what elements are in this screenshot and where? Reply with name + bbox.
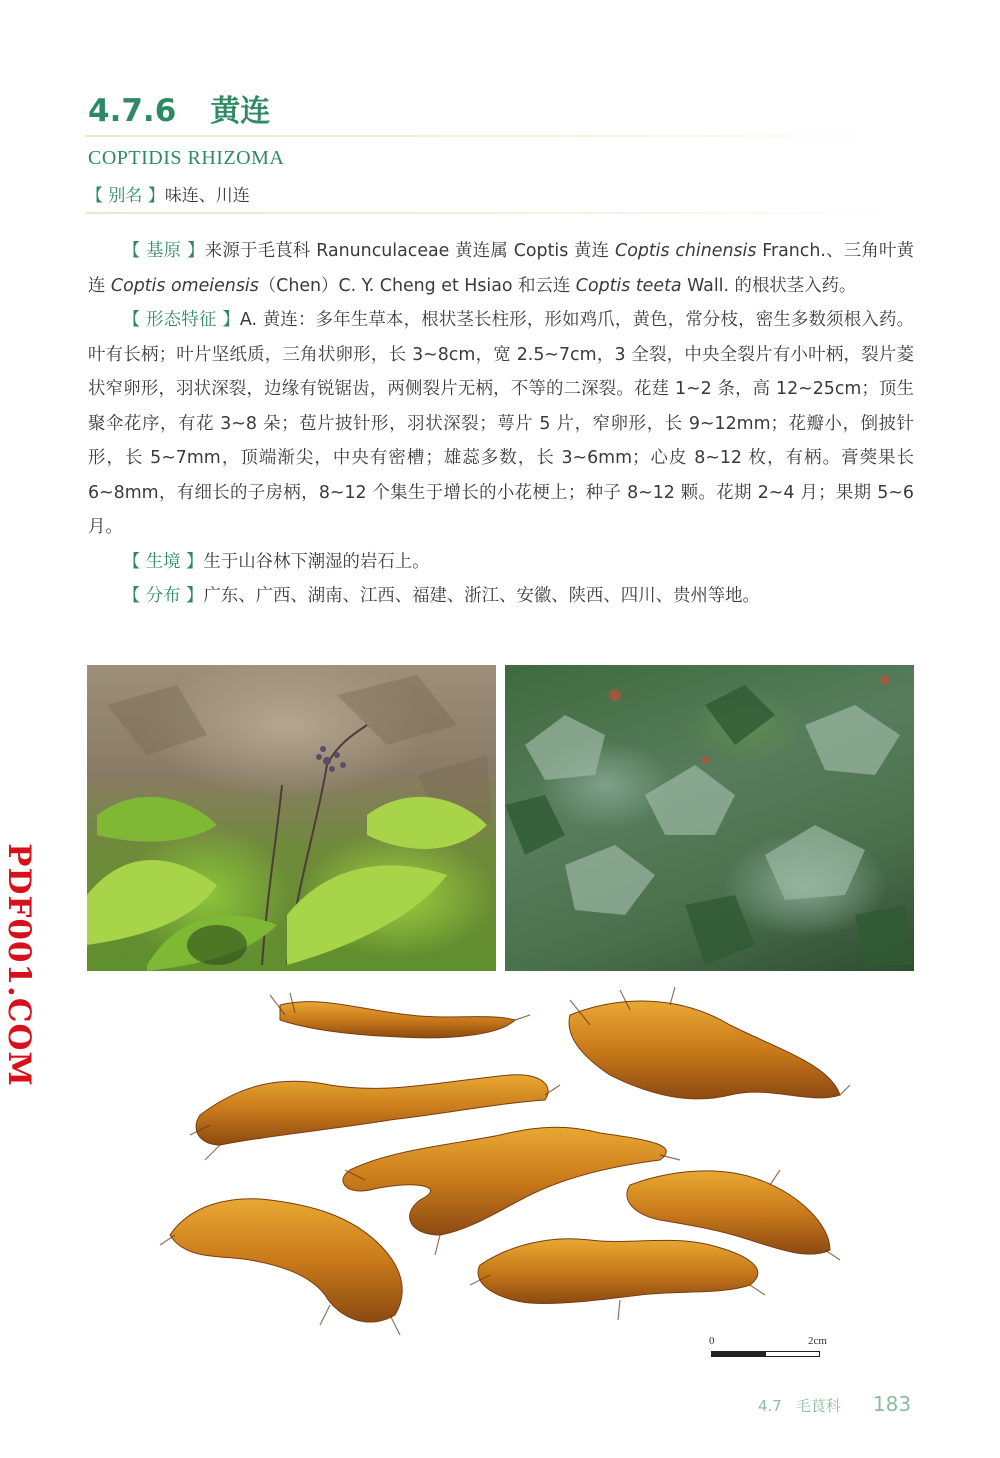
habitat-label: 【 生境 】 — [122, 551, 204, 572]
scale-bar-fill — [711, 1351, 766, 1357]
rhizome-6 — [478, 1239, 758, 1304]
section-number: 4.7.6 — [88, 93, 177, 129]
dried-rhizome-specimens — [150, 985, 850, 1365]
paragraph-habitat — [88, 545, 914, 580]
rhizome-1 — [280, 1002, 515, 1038]
section-title: 黄连 — [210, 94, 271, 129]
distribution-label: 【 分布 】 — [122, 586, 204, 606]
heading-divider — [86, 135, 914, 137]
morphology-label: 【 形态特征 】 — [122, 310, 240, 330]
scale-end-label: 2cm — [808, 1335, 827, 1347]
photo-plant-flowering — [87, 665, 496, 971]
origin-text-2: Franch.、三角叶黄连 — [88, 241, 914, 296]
watermark — [1, 843, 38, 1087]
footer-chapter-number: 4.7 — [758, 1397, 782, 1415]
alias-text: 味连、川连 — [164, 186, 250, 206]
footer-chapter-name: 毛茛科 — [795, 1397, 841, 1415]
photo-plant-leaves — [505, 665, 914, 971]
rhizome-3 — [196, 1075, 548, 1145]
paragraph-distribution — [88, 579, 914, 614]
watermark-text: PDF001.COM — [1, 843, 38, 1087]
rhizome-2 — [569, 1001, 840, 1099]
origin-species-2: Coptis omeiensis — [110, 275, 259, 296]
plant-flowering-illustration — [87, 665, 496, 971]
origin-text-3: （Chen）C. Y. Cheng et Hsiao 和云连 — [258, 275, 576, 296]
scale-bar — [708, 1335, 827, 1365]
distribution-text: 广东、广西、湖南、江西、福建、浙江、安徽、陕西、四川、贵州等地。 — [203, 586, 760, 606]
origin-text-1: 来源于毛茛科 Ranunculaceae 黄连属 Coptis 黄连 — [204, 241, 616, 261]
scale-start-label: 0 — [709, 1335, 715, 1347]
page-footer — [758, 1392, 911, 1416]
alias-label: 【 别名 】 — [86, 186, 165, 206]
alias-line — [86, 181, 250, 206]
alias-divider — [86, 212, 914, 214]
origin-label: 【 基原 】 — [122, 241, 205, 261]
section-heading — [88, 86, 270, 130]
rhizome-5 — [170, 1199, 402, 1322]
latin-name: COPTIDIS RHIZOMA — [88, 147, 285, 169]
paragraph-origin — [88, 234, 914, 303]
habitat-text: 生于山谷林下潮湿的岩石上。 — [203, 551, 430, 572]
article-body — [88, 234, 914, 614]
page-number: 183 — [872, 1392, 912, 1416]
paragraph-morphology — [88, 303, 914, 545]
origin-text-4: Wall. 的根状茎入药。 — [681, 275, 857, 296]
origin-species-3: Coptis teeta — [575, 275, 682, 296]
morphology-text: A. 黄连：多年生草本，根状茎长柱形，形如鸡爪，黄色，常分枝，密生多数须根入药。叶有长柄；叶片坚纸质，三角状卵形，长 3~8cm，宽 2.5~7cm，3 全裂，中央全裂片有小叶柄，裂片菱状窄卵形，羽状深裂，边缘有锐锯齿，两侧裂片无柄，不等的二深裂。花莛 1~2 条，高 12~25cm；顶生聚伞花序，有花 3~8 朵；苞片披针形，羽状深裂；萼片 5 片，窄卵形，长 9~12mm；花瓣小，倒披针形，长 5~7mm，顶端渐尖，中央有密槽；雄蕊多数，长 3~6mm；心皮 8~12 枚，有柄。膏葖果长 6~8mm，有细长的子房柄，8~12 个集生于增长的小花梗上；种子 8~12 颗。花期 2~4 月；果期 5~6 月。 — [88, 310, 914, 537]
origin-species-1: Coptis chinensis — [615, 241, 757, 261]
plant-leaves-illustration — [505, 665, 914, 971]
rhizome-4 — [343, 1127, 666, 1235]
